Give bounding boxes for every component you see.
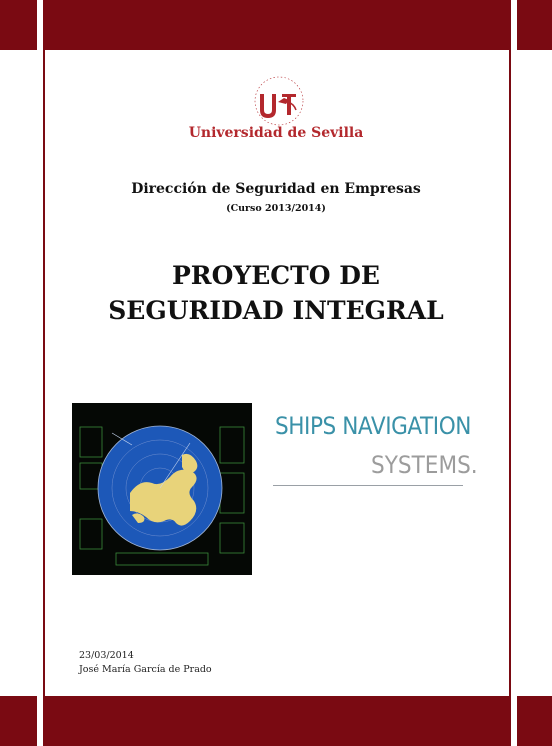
left-vertical-rule	[43, 0, 45, 746]
bottom-bar	[0, 696, 552, 746]
document-title-line-2: SEGURIDAD INTEGRAL	[108, 296, 444, 325]
course-name: Dirección de Seguridad en Empresas	[131, 181, 421, 197]
top-bar	[0, 0, 552, 50]
document-date: 23/03/2014	[79, 650, 134, 661]
systems-heading: SYSTEMS.	[371, 451, 478, 479]
document-author: José María García de Prado	[79, 664, 212, 675]
university-seal-logo	[248, 72, 310, 126]
ships-navigation-heading: SHIPS NAVIGATION	[275, 412, 471, 440]
course-year: (Curso 2013/2014)	[226, 203, 326, 214]
document-title	[0, 258, 552, 328]
university-name: Universidad de Sevilla	[188, 125, 364, 141]
right-vertical-rule	[509, 0, 511, 746]
right-gap	[511, 0, 517, 746]
radar-display-image	[72, 403, 252, 575]
heading-underline	[273, 485, 463, 486]
document-title-line-1: PROYECTO DE	[172, 261, 380, 290]
